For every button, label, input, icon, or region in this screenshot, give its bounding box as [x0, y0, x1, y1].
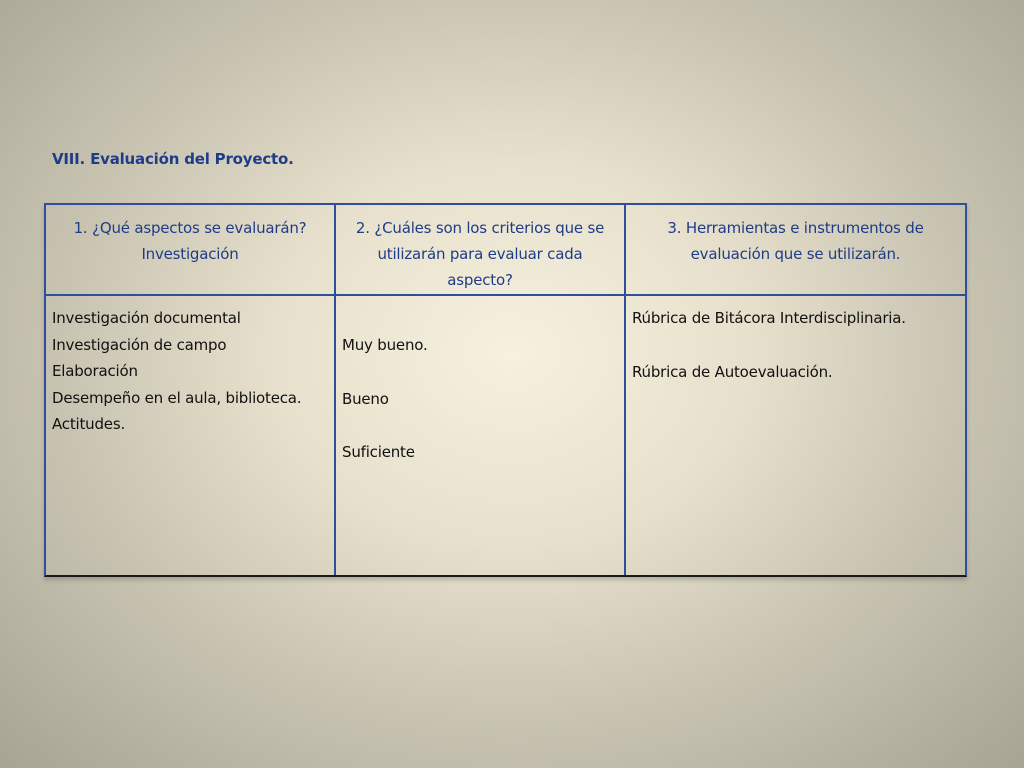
header-cell-aspects [46, 205, 336, 294]
header-text: evaluación que se utilizarán. [690, 245, 901, 263]
tool-item: Rúbrica de Autoevaluación. [632, 362, 833, 381]
header-text: utilizarán para evaluar cada aspecto? [377, 245, 583, 289]
tool-item: Rúbrica de Bitácora Interdisciplinaria. [632, 309, 906, 327]
criteria-item: Muy bueno. [342, 336, 428, 354]
slide-title: VIII. Evaluación del Proyecto. [52, 150, 294, 168]
aspect-item: Desempeño en el aula, biblioteca. [52, 388, 302, 407]
header-text: 1. ¿Qué aspectos se evaluarán? [73, 219, 307, 237]
header-text: 2. ¿Cuáles son los criterios que se [355, 219, 605, 237]
tools-cell [626, 296, 965, 575]
aspect-item: Investigación de campo [52, 335, 227, 354]
aspect-item: Actitudes. [52, 415, 126, 433]
header-cell-tools [626, 205, 965, 294]
header-text: 3. Herramientas e instrumentos de [667, 219, 924, 237]
criteria-item: Suficiente [342, 443, 415, 461]
aspects-cell [46, 296, 336, 575]
criteria-cell [336, 296, 626, 575]
table-body-row [46, 296, 965, 575]
aspect-item: Elaboración [52, 362, 138, 380]
criteria-item: Bueno [342, 389, 389, 408]
header-cell-criteria [336, 205, 626, 294]
aspect-item: Investigación documental [52, 309, 241, 327]
header-text: Investigación [141, 245, 239, 263]
evaluation-table [44, 203, 967, 577]
table-header-row [46, 205, 965, 296]
